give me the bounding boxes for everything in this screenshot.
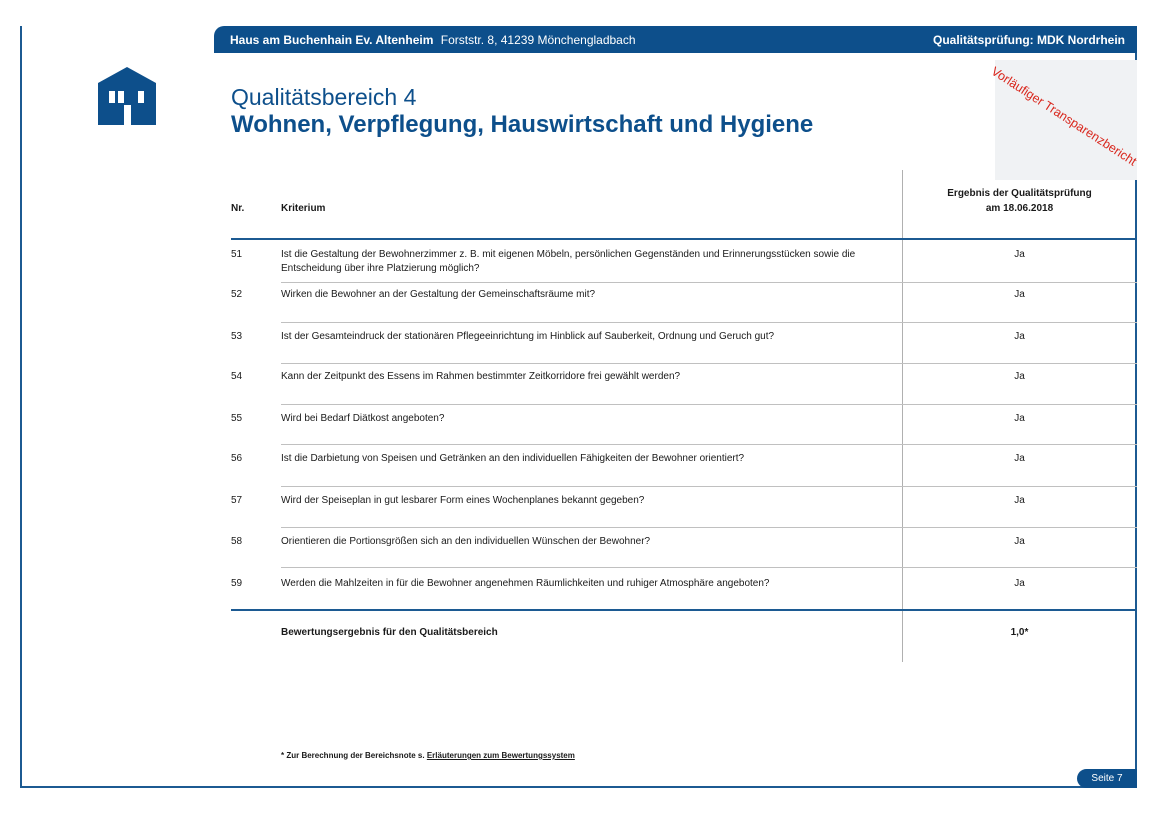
row-number: 58 xyxy=(231,536,243,547)
header-bar xyxy=(214,26,1137,53)
column-header-ergebnis-line1: Ergebnis der Qualitätsprüfung xyxy=(947,188,1092,199)
column-divider xyxy=(902,170,903,662)
column-header-kriterium: Kriterium xyxy=(281,203,326,214)
draft-stamp: Vorläufiger Transparenzbericht xyxy=(988,64,1140,169)
row-result: Ja xyxy=(1014,453,1025,464)
row-criterion: Wird bei Bedarf Diätkost angeboten? xyxy=(281,413,445,424)
page-frame xyxy=(20,26,1137,788)
row-result: Ja xyxy=(1014,331,1025,342)
row-result: Ja xyxy=(1014,578,1025,589)
column-header-ergebnis xyxy=(912,186,1127,216)
row-number: 54 xyxy=(231,371,243,382)
section-number: Qualitätsbereich 4 xyxy=(231,84,417,110)
row-number: 56 xyxy=(231,453,243,464)
row-divider xyxy=(281,527,1137,528)
row-divider xyxy=(281,282,1137,283)
row-result: Ja xyxy=(1014,249,1025,260)
inspection-body: Qualitätsprüfung: MDK Nordrhein xyxy=(933,32,1125,47)
row-criterion: Orientieren die Portionsgrößen sich an den individuellen Wünschen der Bewohner? xyxy=(281,536,651,547)
row-number: 53 xyxy=(231,331,243,342)
row-divider xyxy=(281,567,1137,568)
summary-value: 1,0* xyxy=(1010,627,1029,638)
row-criterion: Kann der Zeitpunkt des Essens im Rahmen bestimmter Zeitkorridore frei gewählt werden? xyxy=(281,371,681,382)
section-title: Wohnen, Verpflegung, Hauswirtschaft und Hygiene xyxy=(231,111,814,138)
header-left xyxy=(230,33,636,47)
row-result: Ja xyxy=(1014,371,1025,382)
page-number-badge: Seite 7 xyxy=(1077,769,1137,788)
row-result: Ja xyxy=(1014,413,1025,424)
row-criterion: Ist die Darbietung von Speisen und Getränken an den individuellen Fähigkeiten der Bewohner orientiert? xyxy=(281,453,745,464)
column-header-ergebnis-date: am 18.06.2018 xyxy=(985,203,1054,214)
row-number: 57 xyxy=(231,495,243,506)
row-criterion: Ist die Gestaltung der Bewohnerzimmer z. B. mit eigenen Möbeln, persönlichen Gegenständen und Erinnerungsstücken sowie die Entscheidung über ihre Platzierung möglich? xyxy=(281,249,856,274)
row-divider xyxy=(281,486,1137,487)
row-divider xyxy=(281,363,1137,364)
row-criterion: Ist der Gesamteindruck der stationären Pflegeeinrichtung im Hinblick auf Sauberkeit, Ordnung und Geruch gut? xyxy=(281,331,775,342)
footnote-text: * Zur Berechnung der Bereichsnote s. xyxy=(281,751,425,760)
facility-name: Haus am Buchenhain Ev. Altenheim xyxy=(230,32,434,47)
row-divider xyxy=(281,404,1137,405)
row-divider xyxy=(281,444,1137,445)
row-criterion: Wirken die Bewohner an der Gestaltung der Gemeinschaftsräume mit? xyxy=(281,289,596,300)
row-number: 55 xyxy=(231,413,243,424)
row-result: Ja xyxy=(1014,536,1025,547)
summary-rule xyxy=(231,609,1137,611)
row-criterion: Werden die Mahlzeiten in für die Bewohner angenehmen Räumlichkeiten und ruhiger Atmosphäre angeboten? xyxy=(281,578,770,589)
row-criterion: Wird der Speiseplan in gut lesbarer Form eines Wochenplanes bekannt gegeben? xyxy=(281,495,645,506)
row-number: 59 xyxy=(231,578,243,589)
house-icon xyxy=(98,67,156,125)
row-number: 52 xyxy=(231,289,243,300)
header-rule xyxy=(231,238,1137,240)
row-result: Ja xyxy=(1014,289,1025,300)
facility-address: Forststr. 8, 41239 Mönchengladbach xyxy=(440,32,636,47)
summary-label: Bewertungsergebnis für den Qualitätsbereich xyxy=(281,627,498,638)
row-number: 51 xyxy=(231,249,243,260)
column-header-nr: Nr. xyxy=(231,203,245,214)
row-divider xyxy=(281,322,1137,323)
footnote xyxy=(281,751,575,760)
row-result: Ja xyxy=(1014,495,1025,506)
rating-system-link[interactable]: Erläuterungen zum Bewertungssystem xyxy=(426,751,575,760)
